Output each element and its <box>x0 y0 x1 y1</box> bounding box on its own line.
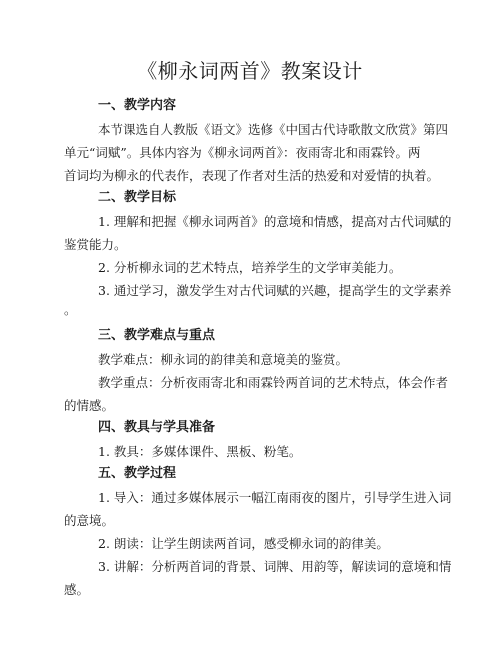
paragraph-line: 3. 讲解：分析两首词的背景、词牌、用韵等，解读词的意境和情 <box>98 559 452 574</box>
paragraph-line: 的意境。 <box>64 513 115 528</box>
section-heading-materials: 四、教具与学具准备 <box>98 420 216 435</box>
paragraph-line: 鉴赏能力。 <box>64 237 127 252</box>
paragraph-line: 教学难点：柳永词的韵律美和意境美的鉴赏。 <box>98 352 349 367</box>
paragraph-line: 2. 分析柳永词的艺术特点，培养学生的文学审美能力。 <box>98 260 402 275</box>
section-heading-process: 五、教学过程 <box>98 466 177 481</box>
paragraph-line: 1. 教具：多媒体课件、黑板、粉笔。 <box>98 444 302 459</box>
paragraph-line: 。 <box>64 302 77 317</box>
paragraph-line: 1. 导入：通过多媒体展示一幅江南雨夜的图片，引导学生进入词 <box>98 490 452 505</box>
paragraph-line: 的情感。 <box>64 398 115 413</box>
paragraph-line: 1. 理解和把握《柳永词两首》的意境和情感，提高对古代词赋的 <box>98 214 452 229</box>
paragraph-line: 2. 朗读：让学生朗读两首词，感受柳永词的韵律美。 <box>98 536 389 551</box>
paragraph-line: 教学重点：分析夜雨寄北和雨霖铃两首词的艺术特点，体会作者 <box>98 375 449 390</box>
paragraph-line: 本节课选自人教版《语文》选修《中国古代诗歌散文欣赏》第四 <box>98 122 449 137</box>
paragraph-line: 首词均为柳永的代表作，表现了作者对生活的热爱和对爱情的执着。 <box>64 168 440 183</box>
section-heading-content: 一、教学内容 <box>98 98 177 113</box>
section-heading-difficulties: 三、教学难点与重点 <box>98 328 216 343</box>
paragraph-line: 单元“词赋”。具体内容为《柳永词两首》：夜雨寄北和雨霖铃。两 <box>64 145 421 160</box>
section-heading-objectives: 二、教学目标 <box>98 190 177 205</box>
paragraph-line: 3. 通过学习，激发学生对古代词赋的兴趣，提高学生的文学素养 <box>98 283 452 298</box>
paragraph-line: 感。 <box>64 582 90 597</box>
document-title: 《柳永词两首》教案设计 <box>137 59 363 83</box>
